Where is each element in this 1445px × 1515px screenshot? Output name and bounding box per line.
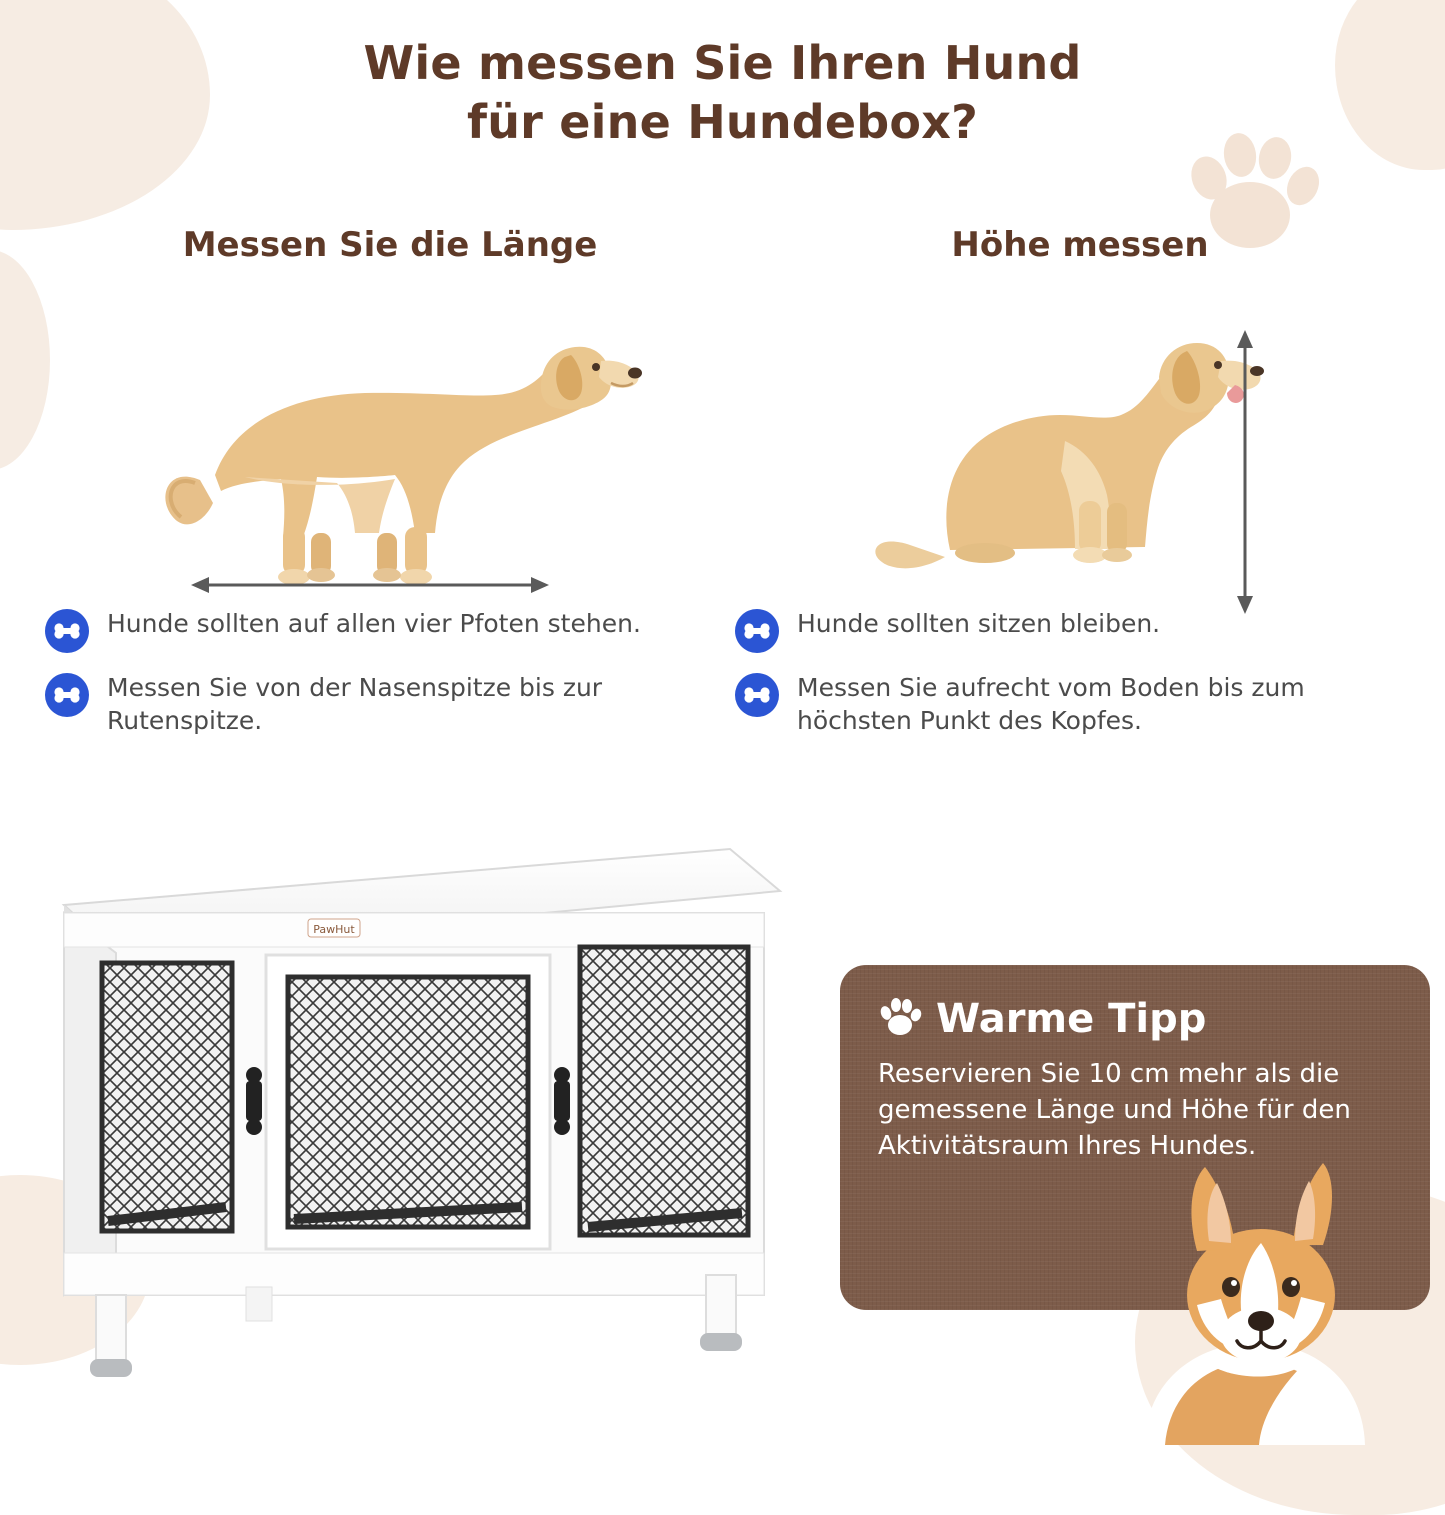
list-item: [735, 671, 1425, 737]
product-image-dog-crate: [40, 835, 800, 1415]
length-bullet-list: [45, 607, 735, 737]
section-measure-height: [735, 225, 1425, 755]
height-measure-arrow: [1225, 327, 1265, 617]
page-title-line-1: Wie messen Sie Ihren Hund: [363, 36, 1082, 90]
list-item-label: Hunde sollten auf allen vier Pfoten stehen.: [107, 609, 641, 638]
page-title-line-2: für eine Hundebox?: [467, 94, 978, 149]
list-item: [735, 607, 1425, 653]
height-bullet-list: [735, 607, 1425, 737]
length-measure-arrow: [45, 565, 735, 605]
bone-icon: [735, 609, 779, 653]
list-item: [45, 671, 735, 737]
warm-tip-title: Warme Tipp: [936, 996, 1207, 1042]
warm-tip-header: [878, 995, 1396, 1043]
corgi-photo: [1085, 1145, 1415, 1445]
section-measure-length: [45, 225, 735, 755]
section-height-heading: Höhe messen: [951, 225, 1209, 265]
background-blob-left: [0, 250, 50, 470]
list-item-label: Hunde sollten sitzen bleiben.: [797, 609, 1161, 638]
svg-text:PawHut: PawHut: [313, 923, 355, 936]
paw-icon: [878, 995, 922, 1043]
page-title: [0, 34, 1445, 152]
list-item-label: Messen Sie aufrecht vom Boden bis zum höchsten Punkt des Kopfes.: [797, 673, 1305, 735]
bone-icon: [45, 609, 89, 653]
list-item: [45, 607, 735, 653]
bone-icon: [45, 673, 89, 717]
list-item-label: Messen Sie von der Nasenspitze bis zur Rutenspitze.: [107, 673, 603, 735]
sitting-dog-illustration: [735, 265, 1425, 595]
standing-dog-illustration: [45, 265, 735, 595]
section-length-heading: Messen Sie die Länge: [182, 225, 598, 265]
bone-icon: [735, 673, 779, 717]
warm-tip-body: Reservieren Sie 10 cm mehr als die gemessene Länge und Höhe für den Aktivitätsraum Ihres Hundes.: [878, 1059, 1351, 1161]
